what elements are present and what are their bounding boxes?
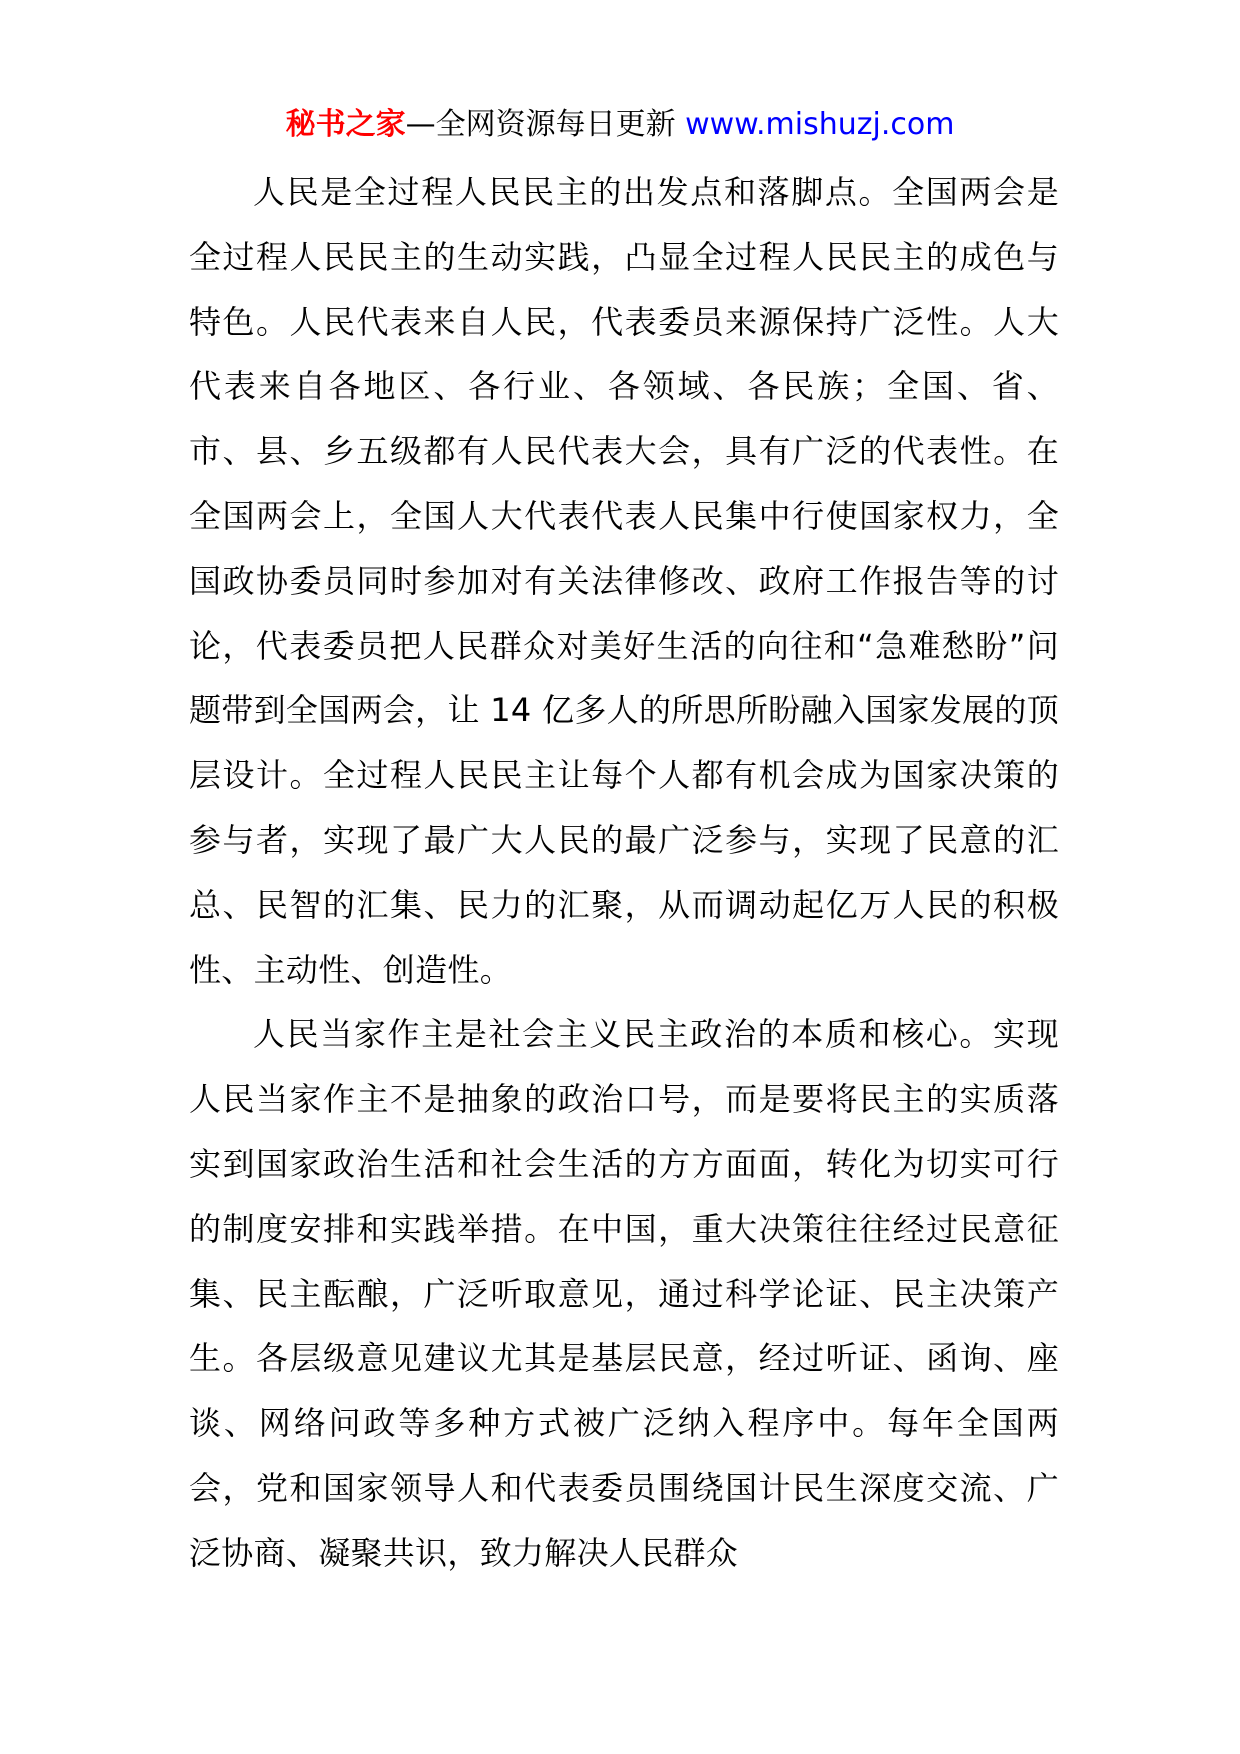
- paragraph-1: 人民是全过程人民民主的出发点和落脚点。全国两会是全过程人民民主的生动实践，凸显全过程人民民主的成色与特色。人民代表来自人民，代表委员来源保持广泛性。人大代表来自各地区、各行业、各领域、各民族；全国、省、市、县、乡五级都有人民代表大会，具有广泛的代表性。在全国两会上，全国人大代表代表人民集中行使国家权力，全国政协委员同时参加对有关法律修改、政府工作报告等的讨论，代表委员把人民群众对美好生活的向往和“急难愁盼”问题带到全国两会，让 14 亿多人的所思所盼融入国家发展的顶层设计。全过程人民民主让每个人都有机会成为国家决策的参与者，实现了最广大人民的最广泛参与，实现了民意的汇总、民智的汇集、民力的汇聚，从而调动起亿万人民的积极性、主动性、创造性。: [189, 173, 1059, 989]
- page-header: [0, 100, 1240, 150]
- website-url[interactable]: www.mishuzj.com: [685, 107, 955, 142]
- brand-name: 秘书之家: [285, 107, 406, 142]
- header-tagline: —全网资源每日更新: [405, 107, 686, 142]
- paragraph-2: 人民当家作主是社会主义民主政治的本质和核心。实现人民当家作主不是抽象的政治口号，而是要将民主的实质落实到国家政治生活和社会生活的方方面面，转化为切实可行的制度安排和实践举措。在中国，重大决策往往经过民意征集、民主酝酿，广泛听取意见，通过科学论证、民主决策产生。各层级意见建议尤其是基层民意，经过听证、函询、座谈、网络问政等多种方式被广泛纳入程序中。每年全国两会，党和国家领导人和代表委员围绕国计民生深度交流、广泛协商、凝聚共识，致力解决人民群众: [189, 1015, 1059, 1572]
- document-body: [189, 160, 1059, 1586]
